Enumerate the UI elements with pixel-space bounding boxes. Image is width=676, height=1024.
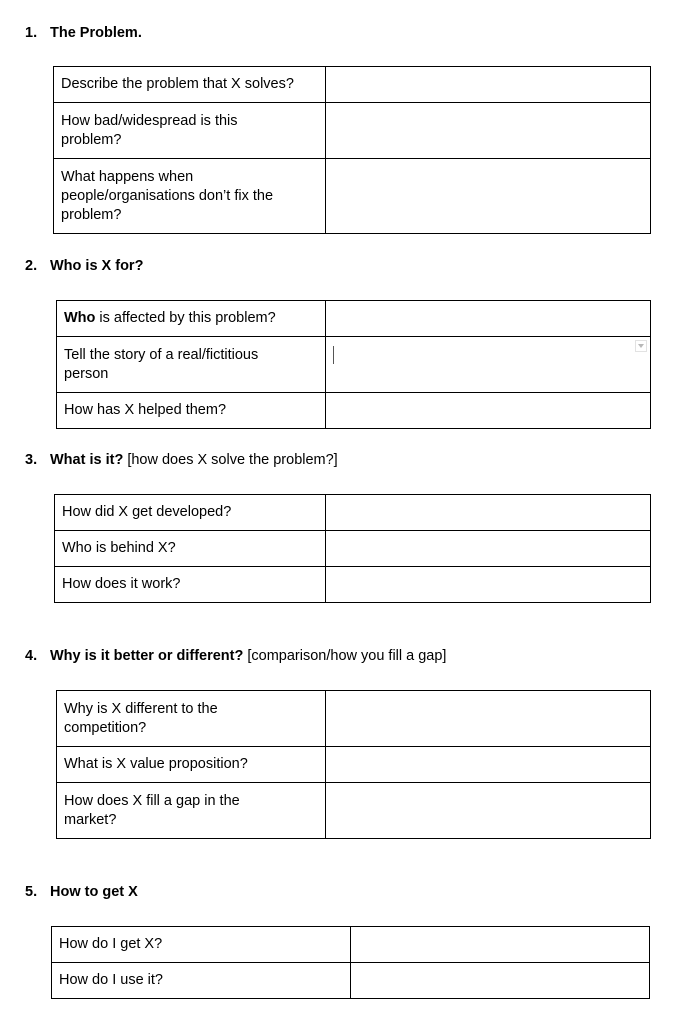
answer-cell[interactable] [351, 963, 650, 999]
text-caret-icon [333, 346, 334, 364]
question-text: Tell the story of a real/fictitious person [64, 346, 259, 382]
question-text: Why is X different to the competition? [64, 700, 218, 736]
what-is-it-table [54, 494, 651, 603]
question-cell: How has X helped them? [57, 393, 326, 429]
answer-cell[interactable] [326, 301, 651, 337]
question-cell: How do I get X? [52, 927, 351, 963]
question-cell [54, 159, 326, 234]
section-heading-3 [25, 451, 338, 469]
question-cell: How does it work? [55, 567, 326, 603]
section-heading-1 [25, 24, 142, 42]
answer-cell[interactable] [326, 393, 651, 429]
answer-cell[interactable] [326, 691, 651, 747]
section-heading-2 [25, 257, 143, 275]
differentiation-table [56, 690, 651, 839]
section-note: [comparison/how you fill a gap] [243, 648, 447, 664]
table-row [52, 963, 650, 999]
dropdown-arrow-icon[interactable] [635, 340, 647, 352]
table-row [57, 783, 651, 839]
table-row [55, 495, 651, 531]
question-cell: Describe the problem that X solves? [54, 67, 326, 103]
problem-table [53, 66, 651, 234]
section-number: 4. [25, 648, 38, 664]
how-to-get-table [51, 926, 650, 999]
audience-table [56, 300, 651, 429]
answer-cell[interactable] [326, 567, 651, 603]
table-row [54, 103, 651, 159]
section-number: 2. [25, 258, 38, 274]
section-number: 3. [25, 452, 38, 468]
question-cell [57, 783, 326, 839]
section-title: Who is X for? [50, 258, 144, 274]
question-cell [57, 337, 326, 393]
answer-cell[interactable] [326, 159, 651, 234]
question-cell [57, 691, 326, 747]
table-row [55, 567, 651, 603]
table-row [57, 393, 651, 429]
section-heading-5 [25, 883, 138, 901]
table-row [57, 747, 651, 783]
section-title: What is it? [50, 452, 124, 468]
table-row [54, 159, 651, 234]
question-cell: Who is behind X? [55, 531, 326, 567]
answer-cell[interactable] [326, 495, 651, 531]
section-title: Why is it better or different? [50, 648, 244, 664]
question-cell: How do I use it? [52, 963, 351, 999]
answer-cell[interactable] [326, 783, 651, 839]
answer-cell[interactable] [326, 747, 651, 783]
answer-cell[interactable] [351, 927, 650, 963]
question-bold-text: Who [64, 310, 96, 326]
question-cell: How did X get developed? [55, 495, 326, 531]
question-text: How bad/widespread is this problem? [61, 112, 238, 148]
answer-cell[interactable] [326, 67, 651, 103]
section-title: How to get X [50, 884, 138, 900]
table-row [57, 691, 651, 747]
question-cell [54, 103, 326, 159]
question-text: What happens when people/organisations don’t fix the problem? [61, 168, 274, 223]
table-row [52, 927, 650, 963]
table-row [57, 337, 651, 393]
table-row [55, 531, 651, 567]
question-text: How does X fill a gap in the market? [64, 792, 240, 828]
section-note: [how does X solve the problem?] [123, 452, 338, 468]
table-row [57, 301, 651, 337]
section-number: 5. [25, 884, 38, 900]
section-title: The Problem. [50, 25, 142, 41]
question-cell: What is X value proposition? [57, 747, 326, 783]
section-number: 1. [25, 25, 38, 41]
answer-cell[interactable] [326, 103, 651, 159]
question-cell [57, 301, 326, 337]
question-text: is affected by this problem? [95, 310, 276, 326]
section-heading-4 [25, 647, 446, 665]
answer-cell-active[interactable] [326, 337, 651, 393]
table-row [54, 67, 651, 103]
answer-cell[interactable] [326, 531, 651, 567]
